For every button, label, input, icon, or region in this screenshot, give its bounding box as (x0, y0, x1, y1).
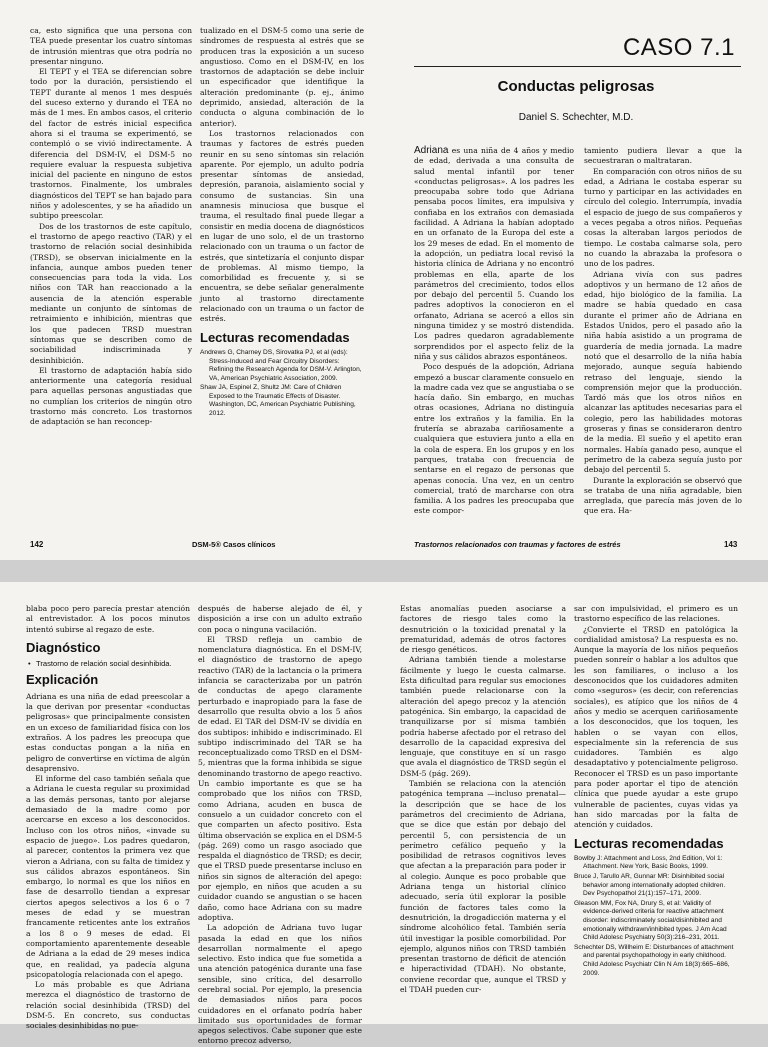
case-author: Daniel S. Schechter, M.D. (518, 112, 634, 123)
paragraph: ca, esto significa que una persona con TEA puede presentar los cuatro síntomas de intrusión mientras que otra podría no presentar ninguno. (30, 26, 192, 66)
page-145-column-2 (574, 604, 738, 979)
case-header (414, 22, 741, 67)
page-142-column-2 (200, 26, 364, 420)
case-title: Conductas peligrosas (497, 78, 655, 95)
page-145 (384, 582, 768, 1024)
page-144-column-1 (26, 604, 190, 1032)
paragraph (414, 146, 574, 362)
section-heading-readings: Lecturas recomendadas (574, 835, 724, 851)
page-143 (384, 0, 768, 560)
reference-item: Shaw JA, Espinel Z, Shultz JM: Care of Children Exposed to the Traumatic Effects of Disaster. Washington, DC, American Psychiatric Publishing, 2012. (200, 384, 356, 418)
page-143-column-2 (584, 146, 742, 517)
reference-item: Bruce J, Tarullo AR, Gunnar MR: Disinhibited social behavior among internationally adopted children. Dev Psychopathol 21(1):157–171, 2009. (574, 873, 726, 898)
running-head: Trastornos relacionados con traumas y factores de estrés (414, 540, 621, 549)
paragraph: Poco después de la adopción, Adriana empezó a buscar claramente consuelo en la madre cada vez que se angustiaba o se hacía daño. Sin embargo, en muchas otras ocasiones, Adriana no distinguía entre los extraños y la familia. En la frutería se abrazaba cariñosamente a cualquiera que estuviera junto a ella en la cola de espera. En los grupos y en los parques, trataba con frecuencia de sentarse en el regazo de personas que apenas conocía. Una vez, en un centro comercial, trató de marcharse con otra familia. A los padres les preocupaba que este compor- (414, 362, 574, 516)
paragraph: En comparación con otros niños de su edad, a Adriana le costaba esperar su turno y participar en las actividades en círculo del colegio. Interrumpía, invadía el espacio de juego de sus compañeros y a veces pegaba a otros niños. Pequeñas cosas la alteraban largos periodos de tiempo. Le costaba calmarse sola, pero no cuando la abrazaba la profesora o uno de los padres. (584, 166, 742, 269)
page-142 (0, 0, 384, 560)
paragraph-text: es una niña de 4 años y medio de edad, derivada a una consulta de salud mental infantil por tener «conductas peligrosas». A los padres les preocupaba sobre todo que Adriana pensaba pocos límites, era impulsiva y confiaba en los extraños con demasiada facilidad. A Adriana la habían adoptado en un orfanato de la Europa del este a los 29 meses de edad. En el momento de la adopción, un pediatra local revisó la historia clínica de Adriana y no encontró problemas en ella, aparte de los parámetros del crecimiento, todos ellos por debajo del percentil 5. Cuando los padres adoptivos la conocieron en el orfanato, Adriana se acercó a ellos sin ninguna timidez y se mostró distendida. Los padres quedaron agradablemente sorprendidos por el aspecto feliz de la niña y sus cálidos abrazos espontáneos. (414, 146, 574, 361)
paragraph: El TEPT y el TEA se diferencian sobre todo por la duración, persistiendo el TEPT durante al menos 1 mes después del suceso externo y durando el TEA no más de 1 mes. En ambos casos, el criterio del factor de estrés inicial especifica ahora si el trauma se experimentó, se contempló o se vivió indirectamente. A diferencia del DSM-IV, el DSM-5 no requiere evaluar la respuesta subjetiva inicial del paciente en ninguno de estos trastornos. Finalmente, los umbrales diagnósticos del TEPT se han bajado para niños y adolescentes, y se ha añadido un subtipo preescolar. (30, 67, 192, 221)
page-145-column-1 (400, 604, 566, 995)
paragraph: Los trastornos relacionados con traumas y factores de estrés pueden reunir en su seno síntomas sin relación aparente. Por ejemplo, un adulto podría presentar síntomas de ansiedad, depresión, paranoia, aislamiento social y consumo de sustancias. Sin una anamnesis minuciosa que busque el trauma, el resultado final puede llegar a consistir en media docena de diagnósticos en lugar de uno solo, el de un trastorno relacionado con un trauma o un factor de estrés, que sintetizaría el conjunto dispar de problemas. Al mismo tiempo, la comorbilidad es frecuente y, si se encuentra, se debe señalar generalmente junto al trastorno directamente relacionado con un trauma o un factor de estrés. (200, 128, 364, 324)
paragraph: ¿Convierte el TRSD en patológica la cordialidad amistosa? La respuesta es no. Aunque la mayoría de los niños pequeños pueden sonreír o hablar a los adultos que les son familiares, o incluso a los desconocidos que los cuidadores admiten como «seguros» (es decir, con referencias sociales), es atípico que los niños de 4 años y medio se acerquen cariñosamente a los desconocidos, que los toquen, les hablen o se vayan con ellos, especialmente sin la referencia de sus cuidadores. También es algo desadaptativo y potencialmente peligroso. Reconocer el TRSD es un paso importante para poder aportar el tipo de atención clínica que puede ayudar a este grupo vulnerable de pacientes, cuyas vidas ya han sido marcadas por la falta de atención y cuidados. (574, 624, 738, 830)
paragraph: También se relaciona con la atención patogénica temprana —incluso prenatal— la descripción que se hace de los parámetros del crecimiento de Adriana, que se dice que están por debajo del percentil 5, con persistencia de un perímetro cefálico pequeño y la posibilidad de retrasos cognitivos leves que afectan a la preparación para poder ir al colegio. Aunque es poco probable que Adriana tenga un historial clínico adecuado, sería útil explorar la posible función de factores tales como la desnutrición, la drogadicción materna y el síndrome alcohólico fetal. También sería útil investigar la posible comorbilidad. Por ejemplo, algunos niños con TRSD también presentan trastorno de déficit de atención e hiperactividad (TDAH). No obstante, conviene recordar que, aunque el TRSD y el TDAH pueden cur- (400, 779, 566, 994)
paragraph: Adriana es una niña de edad preescolar a la que derivan por presentar «conductas peligrosas» que principalmente consisten en un exceso de familiaridad física con los extraños. A los padres les preocupa que estas conductas pongan a la niña en peligro de convertirse en víctima de algún desaprensivo. (26, 691, 190, 773)
references-list (200, 349, 364, 419)
paragraph: tamiento pudiera llevar a que la secuestraran o maltrataran. (584, 146, 742, 166)
lead-word: Adriana (414, 145, 449, 156)
paragraph: Lo más probable es que Adriana merezca el diagnóstico de trastorno de relación social desinhibida (TRSD) del DSM-5. En concreto, sus conductas sociales desinhibidas no pue- (26, 980, 190, 1031)
paragraph: El informe del caso también señala que a Adriana le cuesta regular su proximidad a las demás personas, tanto por alejarse demasiado de la madre como por acercarse en exceso a los desconocidos. Incluso con los otros niños, «invade su espacio de juego». Los padres quedaron, al parecer, contentos la primera vez que vieron a Adriana, con su falta de timidez y sus cálidos abrazos espontáneos. Sin embargo, lo normal es que los niños en fase de desarrollo tiendan a expresar ciertos apegos selectivos a los 6 o 7 meses de edad y se muestran francamente reticentes ante los extraños a los 8 o 9 meses de edad. El comportamiento aparentemente deseable de Adriana a la edad de 29 meses indica que, en realidad, ya padecía alguna psicopatología relacionada con el apego. (26, 774, 190, 979)
paragraph: El TRSD refleja un cambio de nomenclatura diagnóstica. En el DSM-IV, el diagnóstico de trastorno de apego reactivo (TAR) de la lactancia o la primera infancia se caracterizaba por un patrón de conductas de apego claramente perturbado e inapropiado para la fase de desarrollo que resulta obvio a los 5 años de edad. El TAR del DSM-IV se dividía en dos subtipos: inhibido e indiscriminado. El subtipo indiscriminado del TAR se ha reconceptualizado como TRSD en el DSM-5, mientras que la forma inhibida se sigue denominando trastorno de apego reactivo. Un cambio importante es que se ha comprobado que los niños con TRSD, como Adriana, acuden en busca de consuelo a un cuidador concreto con el que comparten un afecto positivo. Esta última observación se explica en el DSM-5 (pág. 269) como un rasgo asociado que respalda el diagnóstico de TRSD; es decir, que el TRSD puede presentarse incluso en niños sin signos de alteración del apego: por ejemplo, en niños que acuden a su cuidador cuando se angustian o se hacen daño, como hace Adriana con su madre adoptiva. (198, 634, 362, 922)
case-label: CASO 7.1 (622, 34, 735, 61)
section-heading-explanation: Explicación (26, 672, 99, 688)
paragraph: sar con impulsividad, el primero es un trastorno específico de las relaciones. (574, 604, 738, 624)
page-144 (0, 582, 384, 1046)
diagnosis-item: • Trastorno de relación social desinhibida. (26, 659, 190, 669)
reference-item: Andrews G, Charney DS, Sirovatka PJ, et al (eds): Stress-Induced and Fear Circuitry Disorders: Refining the Research Agenda for DSM-V. Arlington, VA, American Psychiatric Association, 2009. (200, 348, 362, 382)
section-heading-diagnosis: Diagnóstico (26, 639, 101, 655)
section-heading-readings: Lecturas recomendadas (200, 329, 350, 345)
page-144-column-2 (198, 604, 362, 1047)
paragraph: tualizado en el DSM-5 como una serie de síndromes de respuesta al estrés que se producen tras la exposición a un suceso angustioso. Como en el DSM-IV, en los trastornos de adaptación se debe incluir un especificador que identifique la alteración predominante (p. ej., ánimo deprimido, ansiedad, alteración de la conducta o alguna combinación de lo anterior). (200, 26, 364, 128)
paragraph: El trastorno de adaptación había sido anteriormente una categoría residual para aquellas personas angustiadas que no cumplían los criterios de ningún otro trastorno más concreto. Los trastornos de adaptación se han reconcep- (30, 365, 192, 427)
paragraph: blaba poco pero parecía prestar atención al entrevistador. A los pocos minutos intentó subirse al regazo de este. (26, 604, 190, 634)
paragraph: Durante la exploración se observó que se trataba de una niña agradable, bien arreglada, que parecía más joven de lo que era. Ha- (584, 475, 742, 516)
running-head: DSM-5® Casos clínicos (192, 540, 276, 549)
paragraph: Adriana también tiende a molestarse fácilmente y luego le cuesta calmarse. Esta dificultad para regular sus emociones también puede relacionarse con la alteración del apego precoz y la atención patogénica. Sin embargo, la capacidad de tranquilizarse por sí misma también podría haberse afectado por el retraso del desarrollo de la capacidad expresiva del lenguaje, que constituye en sí un rasgo que avala el diagnóstico de TRSD según el DSM-5 (pág. 269). (400, 655, 566, 778)
paragraph: La adopción de Adriana tuvo lugar pasada la edad en que los niños desarrollan normalmente el apego selectivo. Esto indica que fue sometida a una atención patogénica durante una fase sensible, sino crítica, del desarrollo cerebral social. Por ejemplo, la presencia de demasiados niños para pocos cuidadores en el orfanato podría haber limitado sus oportunidades de formar apegos selectivos. Cabe suponer que este entorno precoz adverso, (198, 923, 362, 1046)
paragraph: después de haberse alejado de él, y disposición a irse con un adulto extraño con poca o ninguna vacilación. (198, 604, 362, 634)
page-number: 143 (724, 540, 738, 549)
page-number: 142 (30, 540, 44, 549)
paragraph: Dos de los trastornos de este capítulo, el trastorno de apego reactivo (TAR) y el trastorno de relación social desinhibida (TRSD), se observan inicialmente en la infancia, aunque ambos pueden tener consecuencias para toda la vida. Los niños con TAR han reaccionado a la ausencia de la atención esperable mediante un conjunto de síntomas de retraimiento e inhibición, mientras que los que padecen TRSD muestran síntomas que se describen como de sociabilidad indiscriminada y desinhibición. (30, 221, 192, 365)
reference-item: Gleason MM, Fox NA, Drury S, et al: Validity of evidence-derived criteria for reactive attachment disorder: indiscriminately social/disinhibited and emotionally withdrawn/inhibited types. J Am Acad Child Adolesc Psychiatry 50(3):216–231, 2011. (574, 899, 727, 942)
references-list (574, 855, 738, 978)
paragraph: Adriana vivía con sus padres adoptivos y un hermano de 12 años de edad, hijo biológico de la familia. La madre se había quedado en casa durante el primer año de Adriana en Estados Unidos, pero el pasado año la niña había asistido a un programa de guardería de media jornada. La madre notó que el desarrollo de la niña había mejorado, aunque seguía habiendo retraso del lenguaje, siendo la comprensión mejor que la producción. Tardó más que los otros niños en alcanzar las aptitudes necesarias para el colegio, pero las habilidades motoras groseras y finas se consideraron dentro de la media. El sueño y el apetito eran normales. Había ganado peso, aunque el perímetro de la cabeza seguía justo por debajo del percentil 5. (584, 269, 742, 475)
paragraph: Estas anomalías pueden asociarse a factores de riesgo tales como la desnutrición o la toxicidad prenatal y la prematuridad, además de otros factores de riesgo genéticos. (400, 604, 566, 655)
page-142-column-1 (30, 26, 192, 428)
reference-item: Schechter DS, Willheim E: Disturbances of attachment and parental psychopathology in early childhood. Child Adolesc Psychiatr Clin N Am 18(3):665–686, 2009. (574, 943, 734, 977)
page-143-column-1 (414, 146, 574, 517)
reference-item: Bowlby J: Attachment and Loss, 2nd Edition, Vol 1: Attachment. New York, Basic Books, 1999. (574, 854, 723, 871)
